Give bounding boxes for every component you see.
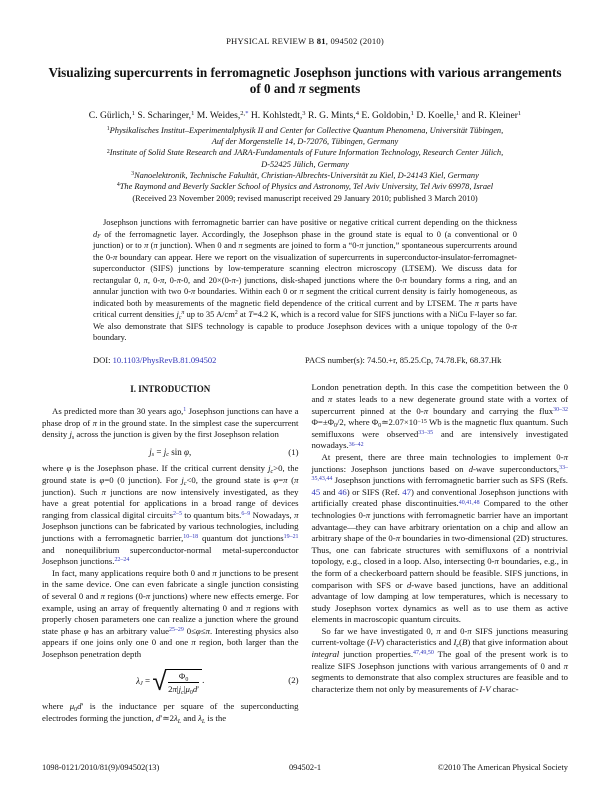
text-run: -0, and 20×(0- — [180, 274, 232, 285]
text-run: c — [270, 469, 274, 476]
text-run: 0≤ — [183, 625, 196, 636]
text-run: j — [176, 309, 179, 320]
radicand — [165, 669, 205, 696]
text-run: >0, the ground state is — [42, 463, 299, 485]
text-run: , 094502 (2010) — [325, 36, 384, 46]
text-run: =0 (0 junction). For — [104, 474, 182, 485]
intro-paragraph-1 — [42, 406, 299, 441]
equation-2-trail: . — [202, 675, 205, 686]
left-column — [42, 382, 299, 724]
radical-sign-icon: √ — [152, 667, 167, 698]
text-run: in the ground state. In the simplest case the supercurrent density — [42, 417, 299, 440]
received-line — [42, 193, 568, 204]
ref-link[interactable]: 25–29 — [169, 627, 184, 634]
text-run: Physikalisches Institut–Experimentalphysik II and Center for Collective Quantum Phenomena, Universität Tübingen, — [109, 126, 504, 135]
text-run: j — [181, 474, 184, 485]
equation-1-number: (1) — [288, 446, 299, 457]
text-run: M. Weides, — [194, 110, 241, 121]
text-run: 2 — [168, 683, 173, 694]
text-run: 0 — [185, 676, 189, 683]
text-run: S. Scharinger, — [134, 110, 192, 121]
text-run: d — [77, 701, 82, 712]
ref-link[interactable]: 33–35 — [418, 430, 434, 437]
journal-header — [42, 36, 568, 46]
doi-pacs-line — [93, 355, 517, 365]
text-run: junctions to be present in the same device. One can even fabricate a single junction consisting of several 0 and — [42, 567, 299, 601]
text-run: , 0- — [164, 274, 177, 285]
text-run: π — [298, 81, 306, 96]
text-run: J — [140, 681, 143, 688]
paper-title — [42, 65, 568, 97]
ref-link[interactable]: 36–42 — [348, 441, 364, 448]
text-run: /2, where Φ — [337, 417, 379, 428]
text-run: at — [237, 309, 249, 320]
affiliations-block — [42, 125, 568, 192]
text-run: π — [181, 310, 185, 317]
text-run: boundary can appear. Here we report on the visualization of supercurrents in superconductor-insulator-ferromagnet-superconductor (SIFS) junctions by low-temperature scanning electron microscopy (LTSEM). We discuss data for rectangular 0, — [93, 251, 517, 285]
text-run: is the — [205, 713, 227, 724]
text-run: π — [172, 683, 177, 694]
text-run: π — [153, 240, 158, 251]
text-run: ( — [287, 474, 295, 485]
text-run: π — [100, 590, 106, 601]
text-run: and — [320, 486, 338, 497]
text-run: - — [482, 683, 486, 694]
text-run: of the ferromagnetic layer. Accordingly, the Josephson phase in the ground state is equal to 0 (a conventional or 0 junction) or to — [93, 228, 517, 251]
text-run: | — [183, 683, 186, 694]
text-run: junctions with ferromagnetic barrier have an important advantage—they can have arbitrary orientation on a chip and allow an arbitrary shape of the 0- — [311, 509, 568, 544]
text-run: 1 — [456, 110, 460, 118]
text-run: is the Josephson phase. If the critical current density — [71, 463, 269, 474]
equation-2-lhs — [136, 676, 152, 686]
text-run: Josephson junctions can have a phase drop of — [42, 406, 299, 428]
text-run: where — [42, 463, 67, 474]
affiliation-line — [42, 159, 568, 170]
text-run: j — [268, 463, 271, 474]
text-run: π — [176, 274, 181, 285]
fraction-numerator — [168, 671, 199, 683]
text-run: junctions: Josephson junctions based on — [311, 463, 469, 474]
text-run: π — [467, 625, 472, 636]
text-run: = — [142, 675, 153, 686]
text-run: and — [181, 713, 199, 724]
page-footer — [42, 763, 568, 772]
text-run: So far we have investigated 0, — [321, 625, 437, 636]
footer-page-number: 094502-1 — [288, 763, 322, 772]
text-run: has an arbitrary value — [88, 625, 170, 636]
equation-2-number: (2) — [288, 675, 299, 686]
text-run: 1 — [106, 126, 110, 133]
text-run: π — [145, 590, 151, 601]
abstract-text — [93, 217, 517, 343]
text-run: junction,” spontaneous supercurrents around the 0- — [93, 240, 517, 262]
text-run: π — [563, 451, 568, 462]
intro-paragraph-5 — [312, 382, 569, 452]
text-run: s — [151, 452, 155, 459]
ref-link[interactable]: 6–9 — [241, 511, 251, 518]
text-run: π — [231, 274, 236, 285]
text-run: π — [101, 486, 107, 497]
text-run: π — [112, 251, 118, 262]
text-run: 2 — [106, 148, 110, 155]
text-run: j — [69, 429, 72, 440]
text-run: s — [71, 434, 75, 441]
text-run: D-52425 Jülich, Germany — [261, 159, 349, 169]
text-run: Φ — [178, 670, 186, 681]
text-run: λ — [136, 675, 141, 686]
text-run: ≤ — [200, 625, 206, 636]
text-run: π — [144, 240, 149, 251]
text-run: 4 — [355, 110, 359, 118]
doi-entry — [93, 355, 305, 365]
section-heading-introduction: I. INTRODUCTION — [130, 384, 211, 395]
text-run: ( — [148, 240, 154, 251]
text-run: , 0- — [147, 274, 161, 285]
text-run: 2, — [240, 110, 246, 118]
text-run: ( — [459, 637, 462, 648]
intro-paragraph-7 — [312, 626, 569, 696]
text-run: boundaries. Within each 0 or — [195, 286, 300, 297]
text-run: across the junction is given by the first Josephson relation — [74, 429, 279, 440]
equation-1 — [42, 447, 299, 459]
doi-link[interactable]: 10.1103/PhysRevB.81.094502 — [112, 355, 217, 366]
text-run: π — [246, 602, 251, 613]
text-run: Nanoelektronik, Technische Fakultät, Christian-Albrechts-Universität zu Kiel, D-24143 Kiel, Germany — [134, 170, 479, 180]
text-run: B — [461, 637, 468, 648]
text-run: π — [563, 660, 568, 671]
text-run: D. Koelle, — [413, 110, 457, 121]
affiliation-line — [42, 181, 568, 192]
text-run: π — [294, 474, 299, 485]
text-run: π — [423, 405, 429, 416]
text-run: -) junctions, disk-shaped junctions where the 0- — [235, 274, 403, 285]
text-run: c — [178, 314, 182, 321]
text-run: Wb is the magnetic flux quantum. Such semifluxons were observed — [311, 417, 569, 439]
text-run: In fact, many applications require both 0 and — [52, 567, 213, 578]
text-run: segments to demonstrate that also complex structures are feasible and to characterize them not only by measurements of — [311, 672, 568, 694]
text-run: L — [201, 718, 206, 725]
text-run: ≃2.07×10 — [381, 417, 418, 428]
affiliation-line — [42, 125, 568, 136]
text-run: π — [395, 533, 401, 544]
text-run: boundaries, e.g., in the form of a checkerboard pattern should be feasible. SIFS junctions, in comparison with SFS or — [311, 556, 568, 590]
text-run: segments are joined to form a “0- — [242, 240, 360, 251]
text-run: π — [436, 625, 441, 636]
text-run: π — [205, 625, 210, 636]
text-run: 3 — [131, 171, 135, 178]
text-run: ) or SIFS (Ref. — [346, 486, 403, 497]
text-run: ) characteristics and — [381, 637, 454, 648]
text-run: and nonequilibrium superconductor-normal metal-superconductor Josephson junctions. — [42, 544, 299, 567]
text-run: Institute of Solid State Research and JARA-Fundamentals of Future Information Technology, Research Center Jülich, — [109, 148, 504, 158]
text-run: = — [154, 446, 164, 457]
text-run: φ — [195, 625, 201, 636]
text-run: boundary forms a ring, and an annular junction with two 0- — [93, 274, 518, 297]
authors-line — [42, 110, 568, 121]
ref-link[interactable]: 19–21 — [283, 534, 299, 541]
text-run: F — [97, 234, 101, 241]
text-run: As predicted more than 30 years ago, — [52, 406, 184, 416]
text-run: region, both larger than the Josephson penetration depth — [42, 637, 299, 659]
text-run: 1 — [410, 110, 414, 118]
text-run: , — [188, 446, 192, 457]
text-run: boundary. — [93, 331, 127, 342]
text-run: C. Gürlich, — [88, 110, 132, 121]
text-run: μ — [69, 701, 75, 712]
ref-link[interactable]: 22–24 — [114, 557, 130, 564]
text-run: I — [453, 637, 457, 648]
text-run: π — [190, 286, 196, 297]
square-root-radical — [152, 667, 205, 698]
intro-paragraph-4 — [42, 701, 299, 724]
text-run: φ — [99, 474, 105, 485]
text-run: boundary and carrying the flux — [428, 405, 554, 416]
text-run: 1 — [517, 110, 522, 118]
text-run: λ — [173, 713, 178, 724]
text-run: π — [494, 556, 499, 567]
ref-link[interactable]: 47 — [402, 486, 412, 497]
text-run: At present, there are three main technologies to implement 0- — [321, 451, 564, 462]
text-run: c — [166, 452, 169, 459]
text-run: φ — [83, 625, 89, 636]
text-run: d — [192, 683, 198, 694]
ref-link[interactable]: 46 — [337, 486, 347, 497]
paper-title-line2 — [42, 81, 568, 97]
intro-paragraph-2 — [42, 463, 299, 567]
text-run: junction properties. — [339, 649, 414, 660]
text-run: <0, the ground state is — [186, 474, 274, 485]
ref-link[interactable]: 10–18 — [183, 534, 199, 541]
ref-link[interactable]: 45 — [311, 486, 321, 497]
two-column-body — [42, 382, 568, 724]
text-run: The goal of the present work is to realize SIFS Josephson junctions with various arrangements of 0 and — [311, 649, 568, 671]
text-run: The Raymond and Beverly Sackler School of Physics and Astronomy, Tel Aviv University, Tel Aviv 69978, Israel — [119, 182, 494, 192]
text-run: π — [294, 509, 299, 520]
text-run: π — [283, 474, 288, 485]
text-run: π — [327, 394, 333, 404]
text-run: I — [370, 637, 373, 648]
text-run: c — [183, 480, 187, 487]
text-run: π — [402, 274, 407, 285]
text-run: 0 — [378, 422, 382, 429]
text-run: E. Goldobin, — [358, 110, 411, 121]
text-run: ) and conventional Josephson junctions with artificially created phase discontinuities. — [311, 486, 569, 509]
text-run: quantum dot junctions — [198, 532, 284, 543]
text-run: -wave superconductors, — [473, 463, 560, 474]
text-run: where — [42, 701, 70, 712]
text-run: ′≃2 — [160, 713, 174, 724]
text-run: PHYSICAL REVIEW B — [226, 36, 317, 46]
text-run: regions (0- — [105, 590, 146, 601]
text-run: 0 — [189, 689, 193, 696]
text-run: . Interesting physics also appears if one joins only one 0 and one — [42, 625, 299, 648]
text-run: Φ=±Φ — [311, 417, 335, 428]
text-run: junctions) where new effects emerge. For example, using an array of frequently alternating 0 and — [42, 590, 299, 613]
text-run: sin — [168, 446, 184, 457]
text-run: regions with properly chosen parameters one can realize a junction where the ground state phase — [42, 602, 299, 636]
text-run: d — [468, 463, 473, 474]
text-run: π — [299, 286, 304, 297]
text-run: π — [143, 274, 148, 285]
text-run: integral — [311, 649, 340, 660]
text-run: states leads to a new degenerate ground state with a vortex of supercurrent pinned at the 0- — [311, 394, 568, 416]
text-run: junction). When 0 and — [157, 240, 239, 251]
text-run: π — [191, 637, 196, 648]
text-run: −15 — [417, 418, 427, 425]
text-run: 2 — [234, 310, 238, 317]
text-run: d — [155, 713, 161, 724]
text-run: λ — [198, 713, 202, 724]
text-run: London penetration depth. In this case the competition between the 0 and — [311, 382, 568, 404]
text-run: Auf der Morgenstelle 14, D-72076, Tübingen, Germany — [211, 137, 399, 147]
text-run: T — [248, 309, 253, 320]
text-run: π — [474, 297, 479, 308]
affiliation-line — [42, 147, 568, 158]
text-run: charac- — [490, 683, 519, 694]
text-run: 4 — [116, 182, 120, 189]
text-run: junctions are now intensively investigated, as they have a great potential for applications in a broad range of devices ranging from classical digital circuits — [42, 486, 299, 520]
paper-title-line1 — [42, 65, 568, 81]
affiliation-line — [42, 170, 568, 181]
ref-link[interactable]: 2–5 — [173, 511, 182, 518]
text-run: Visualizing supercurrents in ferromagnetic Josephson junctions with various arrangements — [48, 65, 562, 80]
text-run: parts have critical current densities — [93, 297, 517, 320]
text-run: π — [92, 417, 97, 428]
text-run: ) that give information about — [467, 637, 568, 648]
text-run: H. Kohlstedt, — [248, 110, 303, 121]
text-run: j — [178, 683, 182, 694]
text-run: φ — [184, 446, 189, 457]
text-run: π — [365, 509, 371, 520]
text-run: φ — [273, 474, 279, 485]
intro-paragraph-3 — [42, 568, 299, 661]
text-run: Compared to the other technologies 0- — [311, 498, 568, 520]
text-run: φ — [66, 463, 72, 474]
text-run: (Received 23 November 2009; revised manuscript received 29 January 2010; published 3 March 2010) — [132, 194, 478, 204]
ref-link[interactable]: 47,49,50 — [413, 650, 434, 657]
text-run: and are intensively investigated nowadays. — [311, 428, 568, 451]
ref-link[interactable]: 30–32 — [553, 406, 568, 413]
text-run: of 0 and — [249, 81, 299, 96]
text-run: L — [177, 718, 182, 725]
text-run: SIFS junctions measuring current-voltage ( — [311, 625, 569, 648]
right-column — [312, 382, 569, 724]
text-run: 1 — [191, 110, 195, 118]
text-run: R. G. Mints, — [305, 110, 356, 121]
ref-link[interactable]: 33–35,43,44 — [311, 464, 568, 483]
text-run: c — [181, 689, 184, 696]
text-run: boundaries in two-dimensional (2D) structures. Thus, one can fabricate structures with semifluxons of a nontrivial topology, e.g., closed in a loop. Also, intersecting 0- — [311, 533, 568, 567]
text-run: V — [485, 683, 491, 694]
text-run: π — [212, 567, 217, 578]
text-run: 3 — [302, 110, 306, 118]
fraction-denominator — [168, 683, 199, 694]
text-run: = — [278, 474, 284, 485]
text-run: up to 35 A/cm — [184, 309, 235, 320]
text-run: 0 — [334, 422, 337, 429]
affiliation-line — [42, 136, 568, 147]
text-run: 0 — [74, 707, 78, 714]
text-run: to quantum bits. — [181, 509, 242, 520]
text-run: Nowadays, — [250, 509, 295, 520]
intro-paragraph-6 — [312, 452, 569, 626]
text-run: d — [406, 579, 412, 590]
text-run: j — [163, 446, 167, 457]
footer-issn: 1098-0121/2010/81(9)/094502(13) — [42, 763, 160, 772]
text-run: ′ is the inductance per square of the superconducting electrodes forming the junction, — [42, 701, 299, 724]
text-run: c — [456, 643, 460, 650]
pacs-numbers: PACS number(s): 74.50.+r, 85.25.Cp, 74.78.Fk, 68.37.Hk — [305, 355, 502, 366]
ref-link[interactable]: 40,41,48 — [458, 499, 480, 506]
text-run: ′ — [197, 683, 200, 694]
text-run: Josephson junctions can be fabricated by various technologies, including junctions with a ferromagnetic barrier, — [42, 521, 299, 543]
text-run: 1 — [131, 110, 135, 118]
text-run: V — [375, 637, 382, 648]
text-run: π — [512, 320, 517, 331]
text-run: π — [160, 274, 165, 285]
text-run: μ — [185, 683, 190, 694]
text-run: π — [238, 240, 243, 251]
text-run: d — [93, 228, 98, 239]
equation-2 — [42, 667, 299, 698]
footer-copyright: ©2010 The American Physical Society — [437, 763, 568, 772]
text-run: j — [149, 446, 152, 457]
text-run: =4.2 K, which is a record value for SIFS junctions with a NiCu F-layer so far. We also demonstrate that SIFS technology is capable to produce Josephson devices with a unique topology of the 0- — [93, 309, 518, 331]
equation-1-body — [149, 447, 191, 457]
text-run: π — [359, 240, 364, 251]
ref-link[interactable]: 1 — [183, 407, 187, 414]
text-run: segments — [305, 81, 361, 96]
text-run: junction). Such — [42, 486, 102, 497]
text-run: and R. Kleiner — [459, 110, 518, 121]
ref-link[interactable]: * — [245, 110, 249, 118]
text-run: Josephson junctions with ferromagnetic barrier such as SFS (Refs. — [332, 475, 568, 486]
text-run: 81 — [316, 36, 326, 46]
doi-label: DOI: — [93, 355, 113, 366]
text-run: - — [373, 637, 376, 648]
fraction — [168, 671, 199, 694]
text-run: -wave based junctions, have an additional advantage of low damping at low temperatures, which is necessary to study Josephson vortex dynamics as well as to use them as active elements in macroscopic quantum circuits. — [311, 579, 568, 625]
text-run: | — [176, 683, 179, 694]
text-run: and 0- — [440, 625, 468, 636]
text-run: I — [479, 683, 483, 694]
text-run: segment the critical current density is fairly homogeneous, as indicated both by measurements of the magnetic field dependence of the critical current and by LTSEM. The — [93, 286, 517, 308]
text-run: Josephson junctions with ferromagnetic barrier can have positive or negative critical current depending on the thickness — [103, 217, 517, 228]
